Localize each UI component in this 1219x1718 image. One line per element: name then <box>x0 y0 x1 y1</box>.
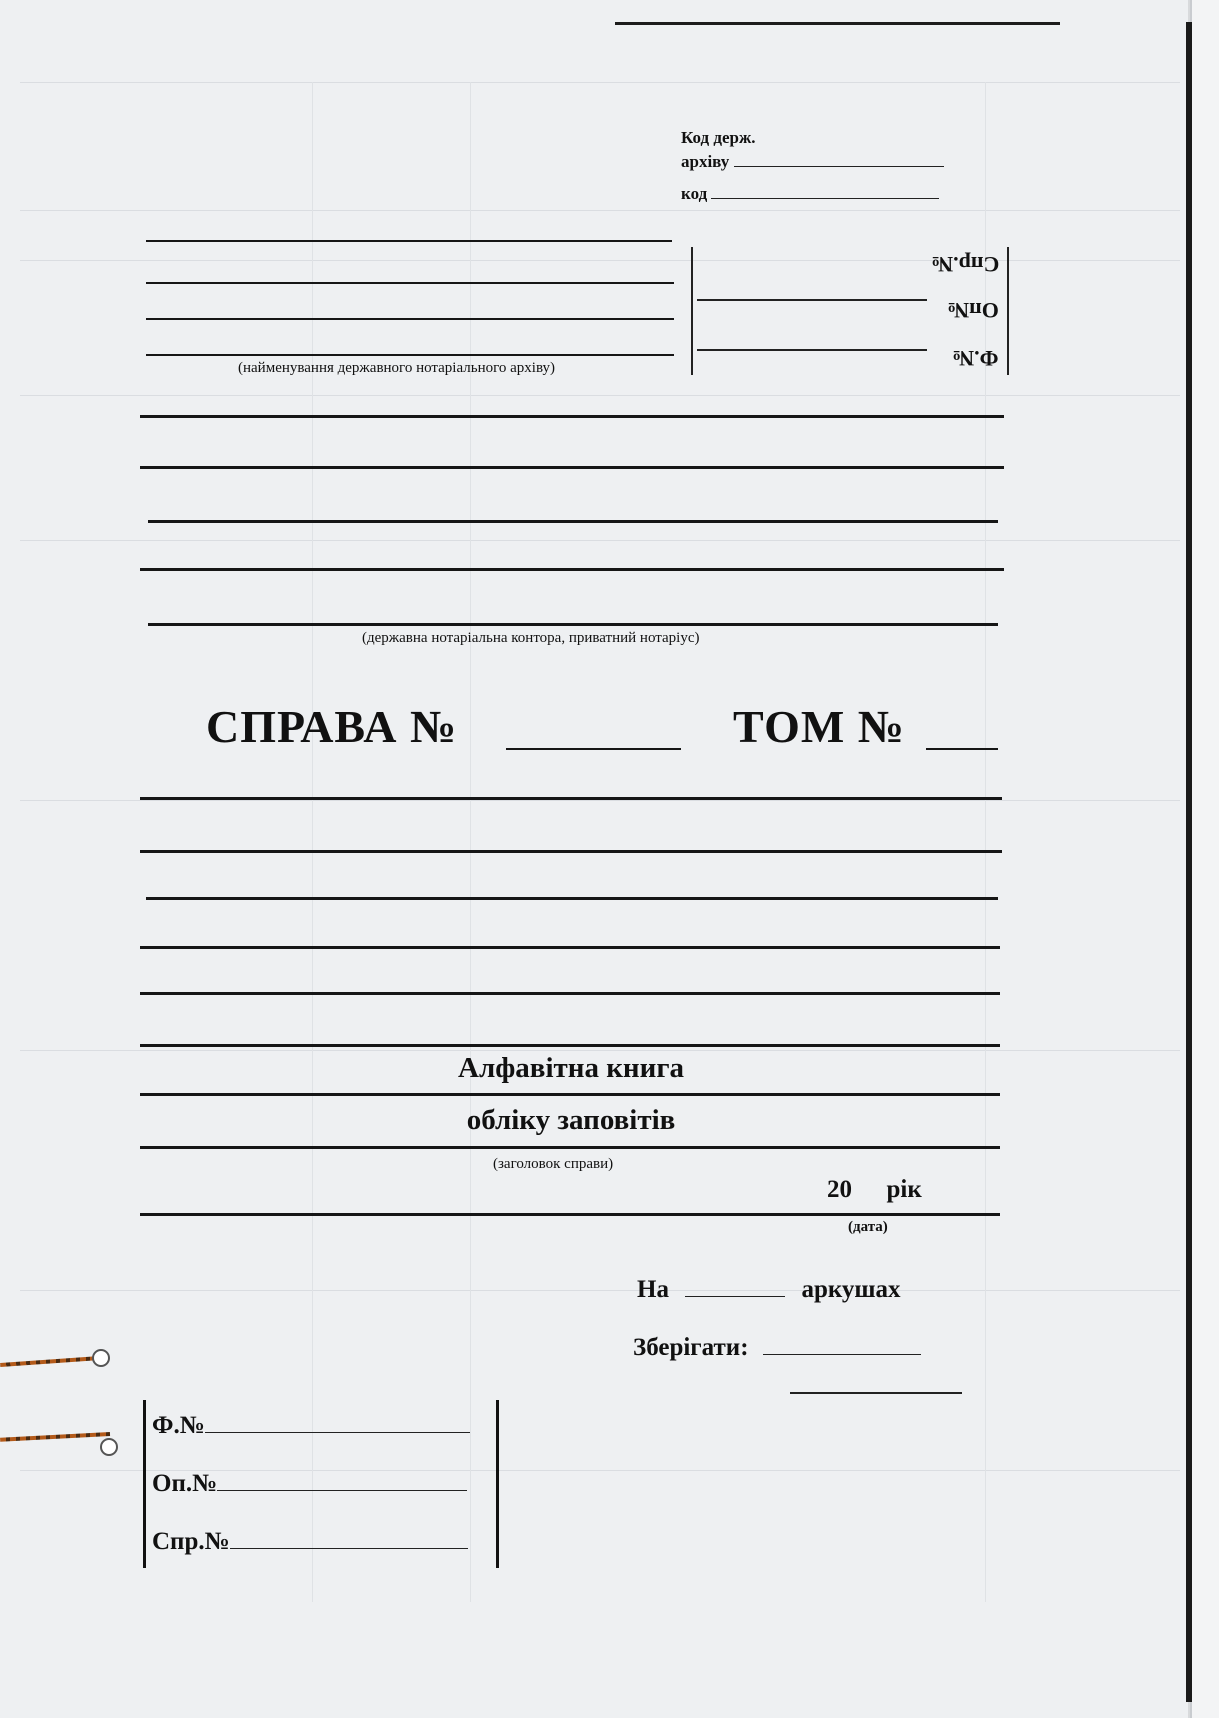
ghost-column <box>312 82 313 1602</box>
title-line-2: обліку заповітів <box>466 1104 676 1136</box>
ghost-rule <box>20 1050 1180 1051</box>
sheets-suffix: аркушах <box>801 1276 901 1303</box>
ghost-rule <box>20 210 1180 211</box>
archive-name-line-3[interactable] <box>146 318 674 320</box>
bottom-f-label: Ф.№ <box>152 1412 205 1439</box>
code-row <box>681 182 944 206</box>
ghost-rule <box>20 800 1180 801</box>
archive-name-line-2[interactable] <box>146 282 674 284</box>
case-title-line-6[interactable] <box>140 1044 1000 1047</box>
notary-line-2[interactable] <box>140 466 1004 469</box>
page-edge-light <box>1192 0 1219 1718</box>
keep-field-2[interactable] <box>790 1392 962 1394</box>
bottom-f-field[interactable] <box>205 1432 470 1433</box>
stamp-spr-label: Спр.№ <box>930 252 999 277</box>
archive-code-label: Код держ. <box>681 128 756 147</box>
binding-string <box>0 1356 100 1367</box>
bottom-op-row <box>152 1470 467 1498</box>
stamp-op-label: Оп№ <box>947 298 999 323</box>
sheets-prefix: На <box>637 1276 669 1303</box>
archive-name-caption: (найменування державного нотаріального архіву) <box>238 360 556 376</box>
bottom-f-row <box>152 1412 470 1440</box>
volume-label: ТОМ № <box>733 701 905 752</box>
stamp-box <box>691 247 1009 375</box>
case-title-line-2[interactable] <box>140 850 1002 853</box>
case-title-line-3[interactable] <box>146 897 998 900</box>
year-prefix: 20 <box>827 1176 852 1203</box>
archive-name-line-1[interactable] <box>146 240 672 242</box>
case-title-line-1[interactable] <box>140 797 1002 800</box>
archive-name-line-4[interactable] <box>146 354 674 356</box>
volume-field[interactable] <box>926 748 998 750</box>
bottom-op-label: Оп.№ <box>152 1470 218 1497</box>
binding-hole <box>100 1438 118 1456</box>
bottom-spr-label: Спр.№ <box>152 1528 230 1555</box>
notary-line-3[interactable] <box>148 520 998 523</box>
binding-string <box>0 1432 110 1442</box>
bottom-spr-row <box>152 1528 468 1556</box>
stamp-f-label: Ф.№ <box>952 346 999 371</box>
stamp-line[interactable] <box>697 349 927 351</box>
page-edge-dark <box>1186 22 1192 1702</box>
case-title-line-8[interactable] <box>140 1146 1000 1149</box>
case-title-line-4[interactable] <box>140 946 1000 949</box>
ghost-rule <box>20 1290 1180 1291</box>
archive-label: архіву <box>681 152 730 171</box>
case-number-label: СПРАВА № <box>206 701 458 752</box>
code-label: код <box>681 184 708 203</box>
case-title-caption: (заголовок справи) <box>493 1156 614 1172</box>
notary-line-5[interactable] <box>148 623 998 626</box>
keep-field-1[interactable] <box>763 1354 921 1355</box>
date-line[interactable] <box>140 1213 1000 1216</box>
code-field[interactable] <box>711 198 939 199</box>
ghost-column <box>470 82 471 1602</box>
keep-row <box>633 1334 921 1362</box>
ghost-rule <box>20 82 1180 83</box>
year-row <box>827 1176 922 1204</box>
archive-code-block <box>681 126 944 206</box>
ghost-rule <box>20 540 1180 541</box>
top-edge-bar <box>615 22 1060 25</box>
title-line-1: Алфавітна книга <box>458 1052 684 1084</box>
keep-label: Зберігати: <box>633 1334 749 1361</box>
sheets-row <box>637 1276 901 1304</box>
case-title-line-7[interactable] <box>140 1093 1000 1096</box>
binding-hole <box>92 1349 110 1367</box>
bottom-spr-field[interactable] <box>230 1548 468 1549</box>
ghost-rule <box>20 395 1180 396</box>
case-number-field[interactable] <box>506 748 681 750</box>
case-title-line-5[interactable] <box>140 992 1000 995</box>
notary-line-4[interactable] <box>140 568 1004 571</box>
archive-field[interactable] <box>734 166 944 167</box>
notary-office-caption: (державна нотаріальна контора, приватний нотаріус) <box>362 630 700 646</box>
bottom-archive-box <box>143 1400 499 1568</box>
archive-code-row <box>681 150 944 174</box>
date-caption: (дата) <box>848 1219 888 1235</box>
year-suffix: рік <box>886 1176 922 1203</box>
sheets-field[interactable] <box>685 1296 785 1297</box>
notary-line-1[interactable] <box>140 415 1004 418</box>
stamp-line[interactable] <box>697 299 927 301</box>
bottom-op-field[interactable] <box>217 1490 467 1491</box>
